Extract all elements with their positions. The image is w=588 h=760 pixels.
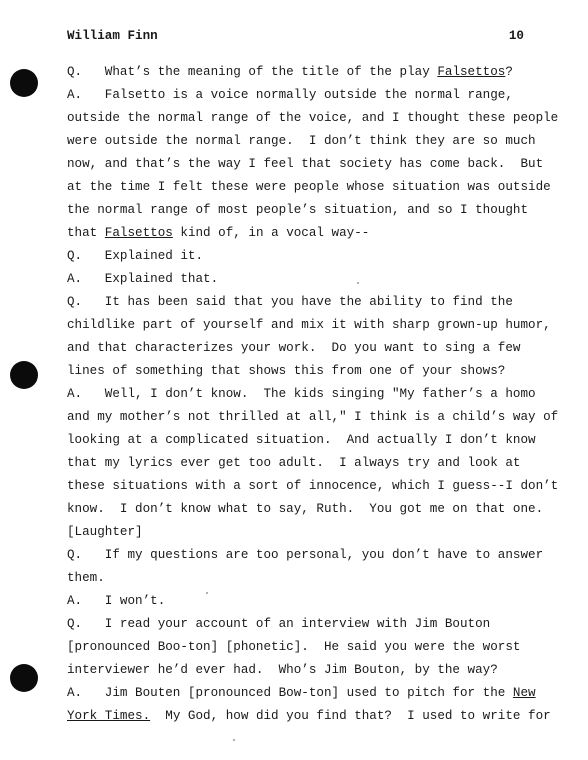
binder-hole-bottom [10, 664, 38, 692]
transcript-line [67, 199, 537, 222]
transcript-line [67, 130, 537, 153]
line-text: Q. It has been said that you have the ability to find the [67, 295, 513, 309]
transcript-line [67, 61, 537, 84]
transcript-line [67, 521, 537, 544]
line-text: at the time I felt these were people whose situation was outside [67, 180, 551, 194]
transcript-line [67, 613, 537, 636]
transcript-line [67, 544, 544, 567]
line-text: ? [505, 65, 513, 79]
line-text: interviewer he’d ever had. Who’s Jim Bouton, by the way? [67, 663, 498, 677]
line-text: A. I won’t. [67, 594, 166, 608]
transcript-line [67, 429, 537, 452]
page-number: 10 [508, 29, 524, 43]
transcript-line [67, 567, 537, 590]
line-text: outside the normal range of the voice, and I thought these people [67, 111, 559, 125]
line-text: lines of something that shows this from one of your shows? [67, 364, 506, 378]
line-text: A. Explained that. [67, 272, 219, 286]
line-text: looking at a complicated situation. And actually I don’t know [67, 433, 536, 447]
line-text: the normal range of most people’s situation, and so I thought [67, 203, 529, 217]
line-text: [Laughter] [67, 525, 143, 539]
line-text: Q. Explained it. [67, 249, 204, 263]
line-text: know. I don’t know what to say, Ruth. You got me on that one. [67, 502, 544, 516]
transcript-body [67, 61, 559, 728]
line-text: that my lyrics ever get too adult. I always try and look at [67, 456, 521, 470]
transcript-line [67, 452, 537, 475]
transcript-line [67, 176, 551, 199]
transcript-line [67, 107, 559, 130]
transcript-line [67, 84, 537, 107]
transcript-line [67, 314, 551, 337]
transcript-line [67, 705, 551, 728]
line-text: were outside the normal range. I don’t think they are so much [67, 134, 536, 148]
line-text: A. Falsetto is a voice normally outside the normal range, [67, 88, 513, 102]
underlined-title: York Times. [67, 709, 151, 723]
transcript-line [67, 337, 537, 360]
binder-hole-top [10, 69, 38, 97]
transcript-line [67, 659, 537, 682]
header-author: William Finn [67, 29, 158, 43]
line-text: A. Well, I don’t know. The kids singing "My father’s a homo [67, 387, 536, 401]
line-text: and that characterizes your work. Do you want to sing a few [67, 341, 521, 355]
line-text: Q. I read your account of an interview with Jim Bouton [67, 617, 491, 631]
transcript-line [67, 245, 537, 268]
underlined-title: Falsettos [104, 226, 173, 240]
line-text: them. [67, 571, 105, 585]
transcript-line [67, 475, 559, 498]
line-text: now, and that’s the way I feel that society has come back. But [67, 157, 544, 171]
transcript-line [67, 291, 537, 314]
transcript-line [67, 590, 537, 613]
line-text: My God, how did you find that? I used to write for [150, 709, 551, 723]
transcript-line [67, 222, 537, 245]
line-text: A. Jim Bouten [pronounced Bow-ton] used to pitch for the [67, 686, 513, 700]
line-text: Q. What’s the meaning of the title of the play [67, 65, 438, 79]
line-text: kind of, in a vocal way-- [172, 226, 370, 240]
line-text: Q. If my questions are too personal, you don’t have to answer [67, 548, 544, 562]
line-text: that [67, 226, 105, 240]
line-text: childlike part of yourself and mix it with sharp grown-up humor, [67, 318, 551, 332]
line-text: these situations with a sort of innocence, which I guess--I don’t [67, 479, 559, 493]
transcript-line [67, 682, 537, 705]
binder-hole-middle [10, 361, 38, 389]
transcript-line [67, 406, 559, 429]
transcript-line [67, 153, 544, 176]
transcript-line [67, 383, 537, 406]
transcript-line [67, 636, 537, 659]
paper-speck [233, 739, 235, 741]
transcript-line [67, 360, 537, 383]
line-text: and my mother’s not thrilled at all," I think is a child’s way of [67, 410, 559, 424]
transcript-line [67, 268, 537, 291]
line-text: [pronounced Boo-ton] [phonetic]. He said you were the worst [67, 640, 521, 654]
underlined-title: Falsettos [437, 65, 506, 79]
transcript-line [67, 498, 544, 521]
page-header [67, 29, 524, 45]
underlined-title: New [512, 686, 536, 700]
